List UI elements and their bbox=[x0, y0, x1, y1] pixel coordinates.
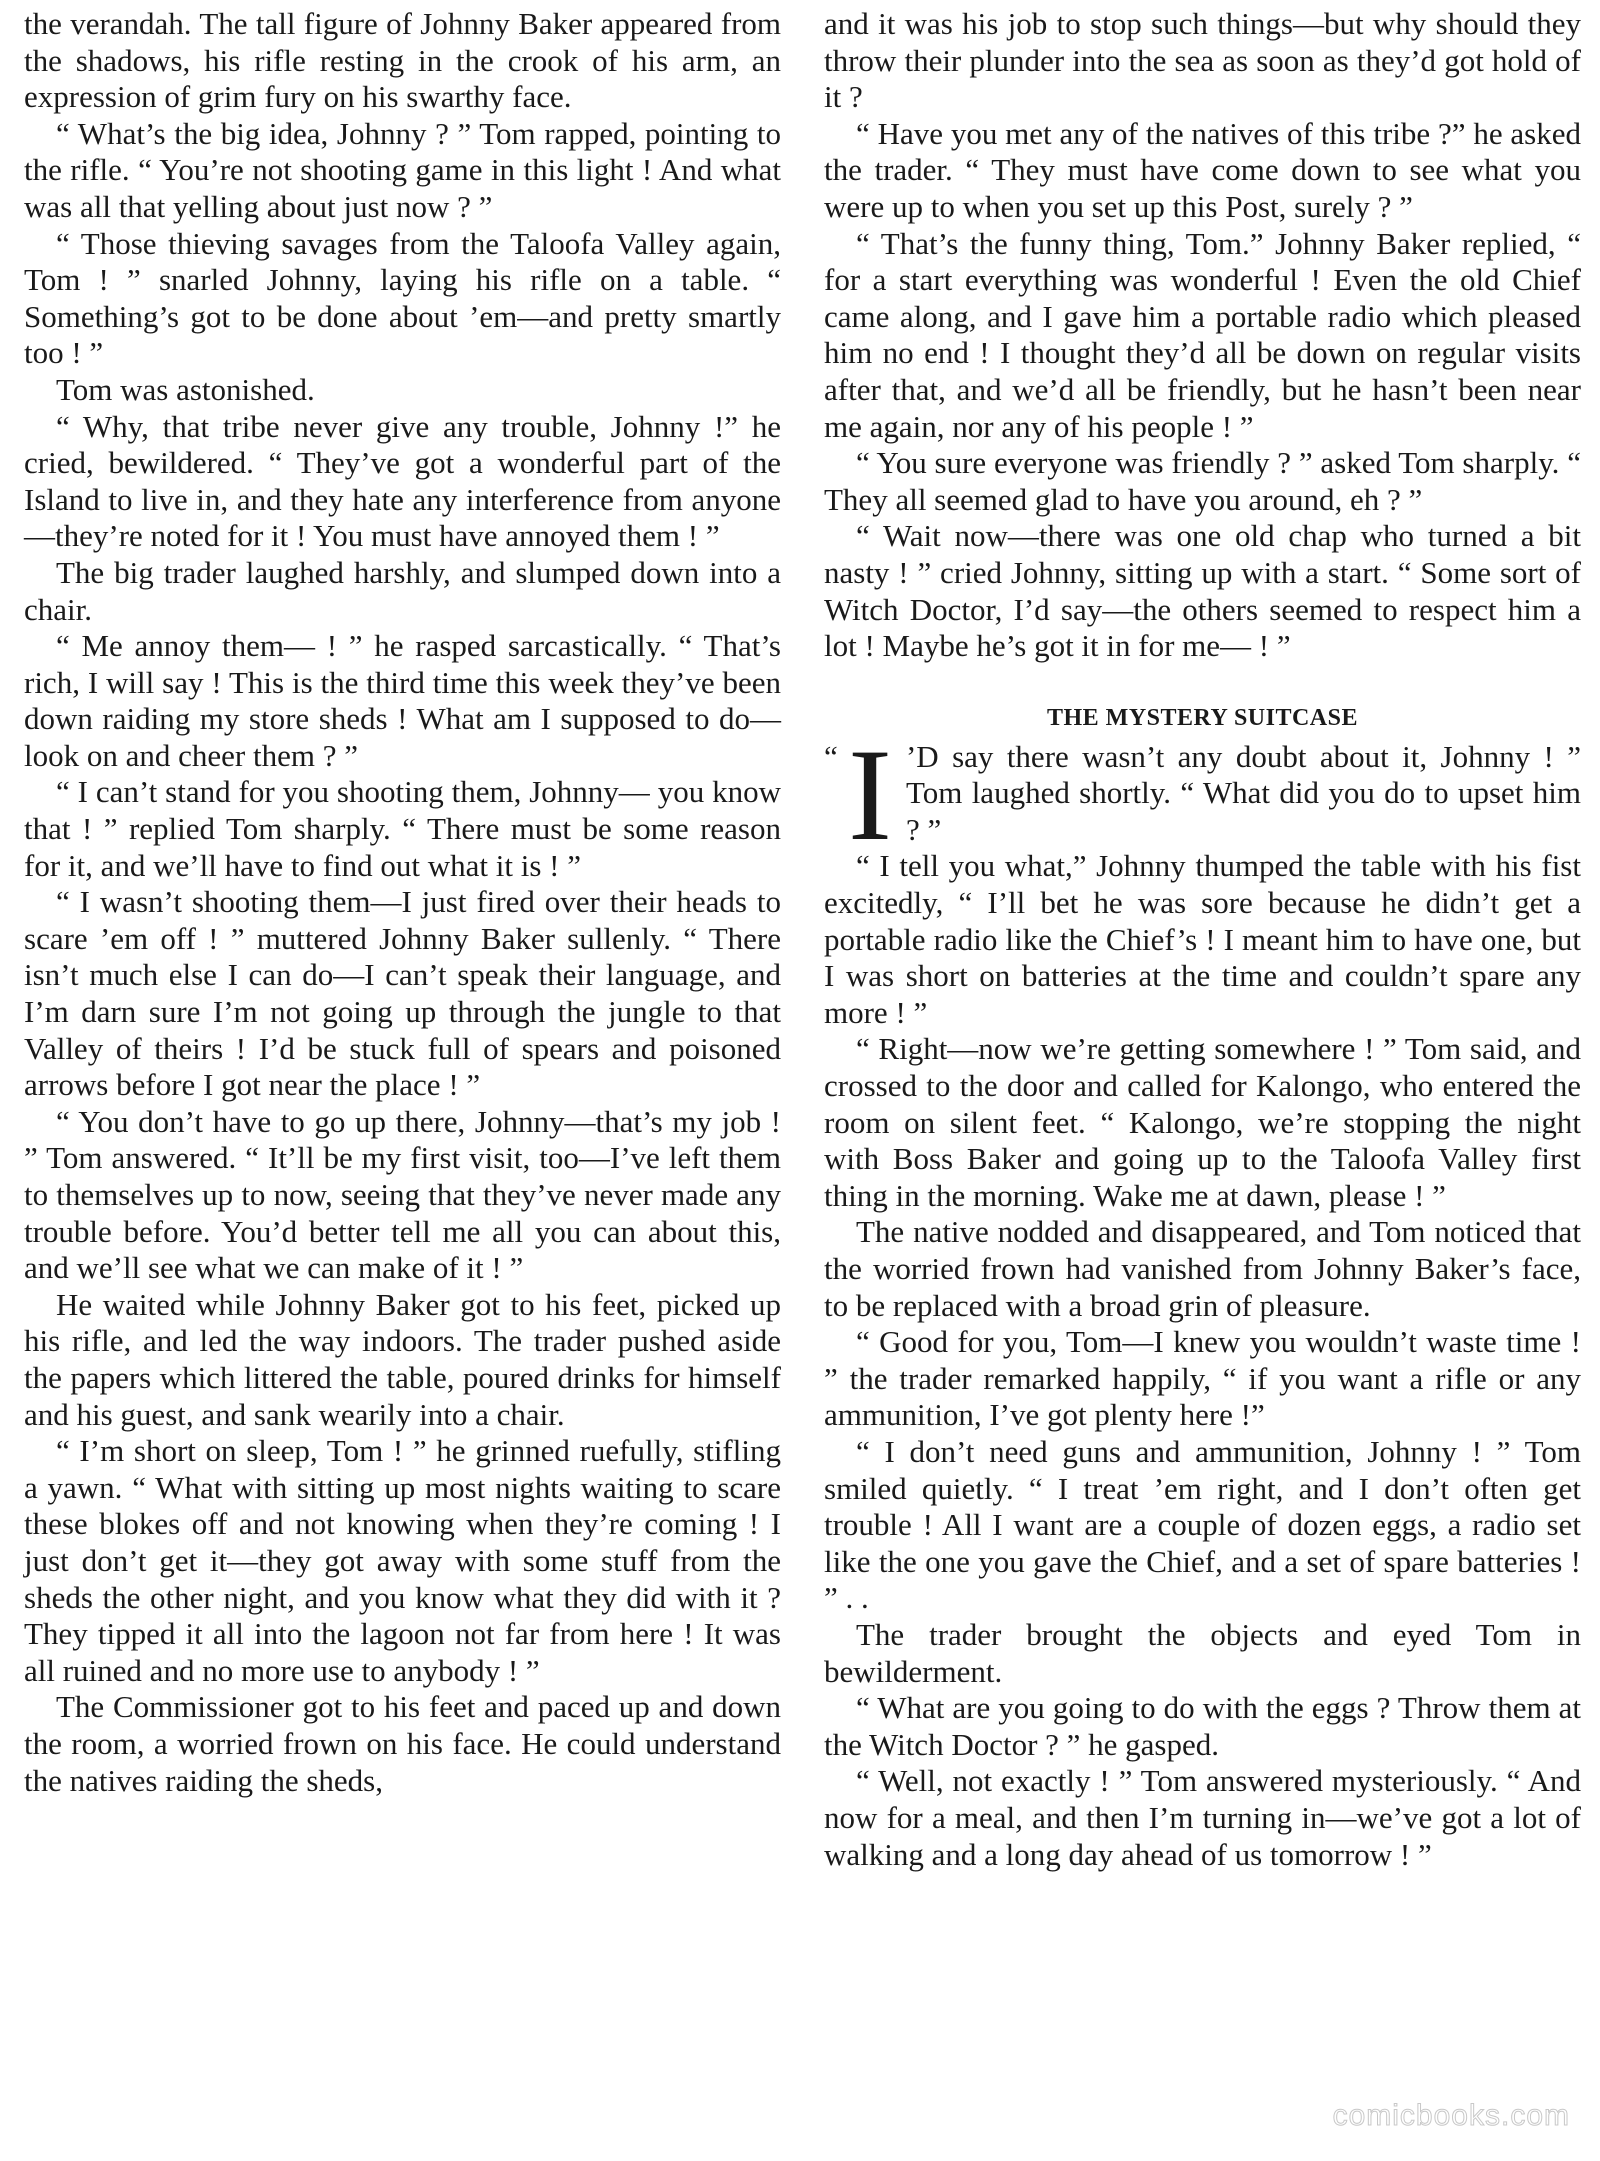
paragraph: Tom was astonished. bbox=[56, 371, 315, 407]
paragraph: He waited while Johnny Baker got to his feet, picked up his rifle, and led the way indoors. The trader pushed aside the papers which littered the table, poured drinks for himself and his guest, and sank wearily into a chair. bbox=[24, 1286, 781, 1432]
paragraph: “ Wait now—there was one old chap who turned a bit nasty ! ” cried Johnny, sitting up with a start. “ Some sort of Witch Doctor, I’d say—the others seemed to respect him a lot ! Maybe he’s got it in for me— ! ” bbox=[824, 518, 1581, 664]
paragraph: “ I’m short on sleep, Tom ! ” he grinned ruefully, stifling a yawn. “ What with sitting up most nights waiting to scare these blokes off and not knowing when they’re coming ! I just don’t get it—they got away with some stuff from the sheds the other night, and you know what they did with it ? They tipped it all into the lagoon not far from here ! It was all ruined and no more use to anybody ! ” bbox=[24, 1433, 781, 1688]
paragraph: the verandah. The tall figure of Johnny Baker appeared from the shadows, his rifle resting in the crook of his arm, an expression of grim fury on his swarthy face. bbox=[24, 6, 781, 115]
watermark: comicbooks.com bbox=[1332, 2099, 1570, 2132]
paragraph: “ I tell you what,” Johnny thumped the table with his fist excitedly, “ I’ll bet he was sore because he didn’t get a portable radio like the Chief’s ! I meant him to have one, but I was short on batteries at the time and couldn’t spare any more ! ” bbox=[824, 848, 1581, 1030]
paragraph: “ That’s the funny thing, Tom.” Johnny Baker replied, “ for a start everything was wonderful ! Even the old Chief came along, and I gave him a portable radio which pleased him no end ! I thought they’d all be down on regular visits after that, and we’d all be friendly, but he hasn’t been near me again, nor any of his people ! ” bbox=[824, 225, 1581, 444]
paragraph: “ You don’t have to go up there, Johnny—that’s my job ! ” Tom answered. “ It’ll be my first visit, too—I’ve left them to themselves up to now, seeing that they’ve never made any trouble before. You’d better tell me all you can about this, and we’ll see what we can make of it ! ” bbox=[24, 1103, 781, 1286]
paragraph: “ Well, not exactly ! ” Tom answered mysteriously. “ And now for a meal, and then I’m turning in—we’ve got a lot of walking and a long day ahead of us tomorrow ! ” bbox=[824, 1763, 1581, 1872]
right-column-bottom bbox=[824, 848, 1581, 1873]
dropcap-paragraph bbox=[824, 720, 1581, 868]
story-page bbox=[24, 6, 1584, 2146]
paragraph: “ Me annoy them— ! ” he rasped sarcastically. “ That’s rich, I will say ! This is the third time this week they’ve been down raiding my store sheds ! What am I supposed to do—look on and cheer them ? ” bbox=[24, 628, 781, 773]
paragraph: and it was his job to stop such things—but why should they throw their plunder into the sea as soon as they’d got hold of it ? bbox=[824, 6, 1581, 115]
paragraph: “ Why, that tribe never give any trouble, Johnny !” he cried, bewildered. “ They’ve got a wonderful part of the Island to live in, and they hate any interference from anyone—they’re noted for it ! You must have annoyed them ! ” bbox=[24, 408, 781, 554]
paragraph: “ I wasn’t shooting them—I just fired over their heads to scare ’em off ! ” muttered Johnny Baker sullenly. “ There isn’t much else I can do—I can’t speak their language, and I’m darn sure I’m not going up through the jungle to that Valley of theirs ! I’d be stuck full of spears and poisoned arrows before I got near the place ! ” bbox=[24, 884, 781, 1103]
paragraph: “ Right—now we’re getting somewhere ! ” Tom said, and crossed to the door and called for Kalongo, who entered the room on silent feet. “ Kalongo, we’re stopping the night with Boss Baker and going up to the Taloofa Valley first thing in the morning. Wake me at dawn, please ! ” bbox=[824, 1031, 1581, 1213]
paragraph: “ What’s the big idea, Johnny ? ” Tom rapped, pointing to the rifle. “ You’re not shooting game in this light ! And what was all that yelling about just now ? ” bbox=[24, 115, 781, 224]
paragraph: The big trader laughed harshly, and slumped down into a chair. bbox=[24, 554, 781, 627]
paragraph: “ Those thieving savages from the Taloofa Valley again, Tom ! ” snarled Johnny, laying his rifle on a table. “ Something’s got to be done about ’em—and pretty smartly too ! ” bbox=[24, 225, 781, 371]
dropcap-letter: I bbox=[848, 720, 892, 868]
dropcap-paragraph-text: ’D say there wasn’t any doubt about it, Johnny ! ” Tom laughed shortly. “ What did you do to upset him ? ” bbox=[905, 738, 1581, 847]
right-column bbox=[824, 6, 1581, 1873]
opening-quote: “ bbox=[824, 738, 838, 774]
paragraph: “ Have you met any of the natives of this tribe ?” he asked the trader. “ They must have come down to see what you were up to when you set up this Post, surely ? ” bbox=[824, 115, 1581, 224]
paragraph: “ I can’t stand for you shooting them, Johnny— you know that ! ” replied Tom sharply. “ There must be some reason for it, and we’ll have to find out what it is ! ” bbox=[24, 774, 781, 883]
paragraph: “ You sure everyone was friendly ? ” asked Tom sharply. “ They all seemed glad to have you around, eh ? ” bbox=[824, 445, 1581, 517]
paragraph: “ Good for you, Tom—I knew you wouldn’t waste time ! ” the trader remarked happily, “ if you want a rifle or any ammunition, I’ve got plenty here !” bbox=[824, 1324, 1581, 1433]
paragraph: “ What are you going to do with the eggs ? Throw them at the Witch Doctor ? ” he gasped. bbox=[824, 1690, 1581, 1762]
right-column-top bbox=[824, 6, 1581, 665]
section-heading: THE MYSTERY SUITCASE bbox=[1046, 704, 1358, 731]
paragraph: “ I don’t need guns and ammunition, Johnny ! ” Tom smiled quietly. “ I treat ’em right, and I don’t often get trouble ! All I want are a couple of dozen eggs, a radio set like the one you gave the Chief, and a set of spare batteries ! ” . . bbox=[824, 1433, 1581, 1616]
paragraph: The Commissioner got to his feet and paced up and down the room, a worried frown on his face. He could understand the natives raiding the sheds, bbox=[24, 1689, 781, 1798]
paragraph: The trader brought the objects and eyed Tom in bewilderment. bbox=[824, 1616, 1581, 1689]
left-column bbox=[24, 6, 781, 1799]
paragraph: The native nodded and disappeared, and Tom noticed that the worried frown had vanished from Johnny Baker’s face, to be replaced with a broad grin of pleasure. bbox=[824, 1214, 1581, 1323]
